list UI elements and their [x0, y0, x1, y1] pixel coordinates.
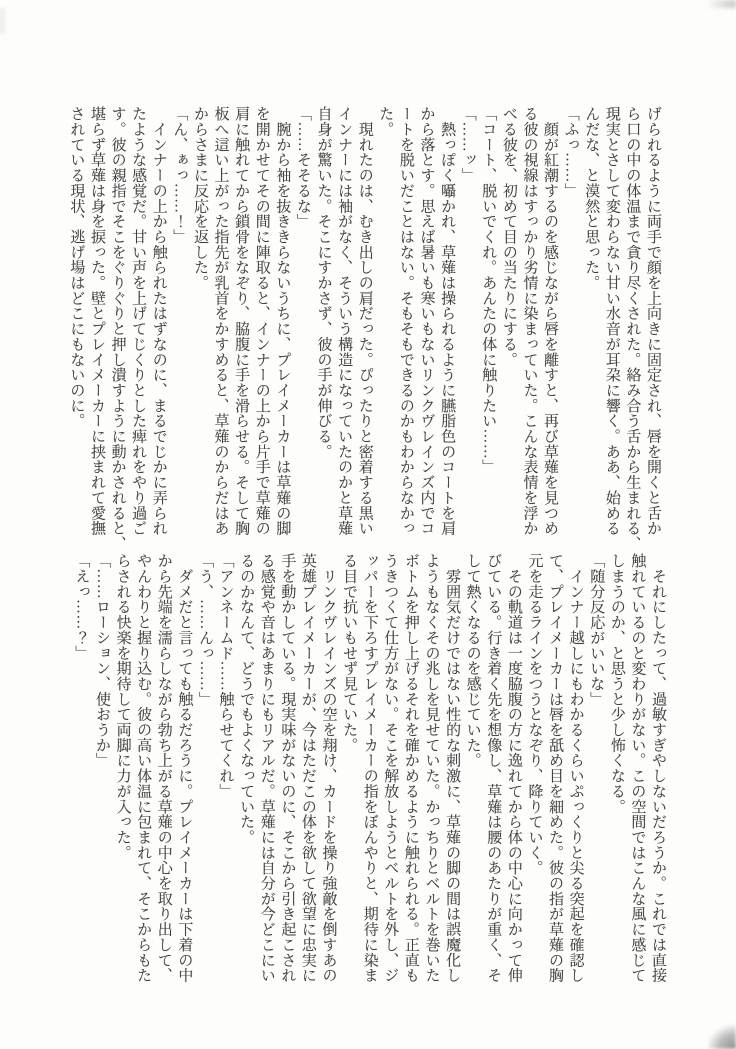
text-column: 熱っぽく囁かれ、草薙は操られるように臙脂色のコートを肩 [439, 106, 456, 536]
text-column: 「アンネームド……触らせてくれ」 [217, 553, 234, 799]
text-column: リンクヴレインズの空を翔け、カードを操り強敵を倒すあの [320, 553, 337, 983]
text-column: 「う、……んっ……」 [196, 553, 213, 707]
text-column: 「コート、脱いでくれ。あんたの体に触りたい……」 [480, 106, 497, 475]
text-column: して熱くなるのを感じていた。 [464, 553, 481, 768]
text-column: た。 [377, 106, 394, 137]
text-column: を開かせてその間に陣取ると、インナーの上から片手で草薙の [253, 106, 270, 536]
scan-smudge-top-right [706, 0, 736, 8]
text-column: 「……そそるな」 [294, 106, 311, 229]
text-column: されている現状、逃げ場はどこにもないのに。 [68, 106, 85, 429]
text-column: げられるように両手で顔を上向きに固定され、唇を開くと舌か [645, 106, 661, 536]
text-column: 雰囲気だけではない性的な刺激に、草薙の脚の間は誤魔化し [444, 553, 461, 983]
text-column: す。彼の親指でそこをぐりぐりと押し潰すように動かされると、 [109, 106, 126, 552]
text-column: らされる快楽を期待して両脚に力が入った。 [114, 553, 131, 860]
text-column: ボトムを押し上げるそれを確かめるように触れられる。正直も [402, 553, 419, 983]
text-column: たような感覚だ。甘い声を上げてじくりとした痺れをやり過ご [130, 106, 147, 536]
text-column: 顔が紅潮するのを感じながら唇を離すと、再び草薙を見つめ [542, 106, 559, 536]
text-column: て、プレイメーカーは唇を舐め目を細めた。彼の指が草薙の胸 [547, 553, 564, 983]
text-column: ようもなくその兆しを見せていた。かっちりとベルトを巻いた [423, 553, 440, 983]
text-column: 元を走るラインをつうとなぞり、降りていく。 [526, 553, 543, 876]
scan-smudge-bottom-right [708, 1025, 736, 1049]
text-column: インナーには袖がなく、そういう構造になっていたのかと草薙 [336, 106, 353, 536]
text-column: びている。行き着く先を想像し、草薙は腰のあたりが重く、そ [485, 553, 502, 983]
text-column: 堪らず草薙は身を捩った。壁とプレイメーカーに挟まれて愛撫 [88, 106, 105, 536]
text-column: しまうのか、と思うと少し怖くなる。 [608, 553, 625, 814]
text-column: る感覚や音はあまりにもリアルだ。草薙には自分が今どこにい [258, 553, 275, 983]
text-column: 現れたのは、むき出しの肩だった。ぴったりと密着する黒い [356, 106, 373, 536]
text-column: 自身が驚いた。そこにすかさず、彼の手が伸びる。 [315, 106, 332, 460]
text-column: からさまに反応を返した。 [191, 106, 208, 291]
text-column: 「ふっ……」 [562, 106, 579, 199]
passage-top [66, 106, 663, 568]
text-column: 板へ這い上がった指先が乳首をかすめると、草薙のからだはあ [212, 106, 229, 536]
text-column: る目で抗いもせず見ていた。 [341, 553, 358, 753]
text-column: 手を動かしている。現実味がないのに、そこから引き起こされ [279, 553, 296, 983]
text-column: ら口の中の体温まで貪り尽くされた。絡み合う舌から生まれる、 [624, 106, 641, 552]
scan-smudge-top-left [0, 8, 7, 34]
text-column: やんわりと握り込む。彼の高い体温に包まれて、そこからもた [135, 553, 152, 983]
text-column: 「えっ……？」 [73, 553, 90, 661]
text-column: 触れているのと変わりがない。この空間ではこんな風に感じて [629, 553, 646, 983]
text-column: インナー越しにもわかるくらいぷっくりと尖る突起を確認し [567, 553, 584, 983]
text-column: んだな、と漠然と思った。 [583, 106, 600, 291]
text-column: その軌道は一度脇腹の方に逸れてから体の中心に向かって伸 [505, 553, 522, 983]
text-column: る彼の視線はすっかり劣情に染まっていた。こんな表情を浮か [521, 106, 538, 536]
passage-bottom [71, 553, 668, 1015]
text-column: るのかなんて、どうでもよくなっていた。 [238, 553, 255, 845]
text-column: 腕から袖を抜ききらないうちに、プレイメーカーは草薙の脚 [274, 106, 291, 536]
text-column: 肩に触れてから鎖骨をなぞり、脇腹に手を滑らせる。そして胸 [233, 106, 250, 536]
text-column: それにしたって、過敏すぎやしないだろうか。これでは直接 [650, 553, 666, 983]
text-column: ッパーを下ろすプレイメーカーの指をぼんやりと、期待に染ま [361, 553, 378, 983]
text-column: から先端を濡らしながら勃ち上がる草薙の中心を取り出して、 [155, 553, 172, 983]
text-column: ートを脱いだことはない。そもそもできるのかもわからなかっ [397, 106, 414, 536]
text-column: 現実とさして変わらない甘い水音が耳朶に響く。ああ、始める [603, 106, 620, 536]
text-column: 「ん、ぁっ……！」 [171, 106, 188, 245]
text-column: から落とす。思えば暑いも寒いもないリンクヴレインズ内でコ [418, 106, 435, 536]
text-column: うきつくて仕方がない。そこを解放しようとベルトを外し、ジ [382, 553, 399, 983]
text-column: 英雄プレイメーカーが、今はただこの体を欲して欲望に忠実に [299, 553, 316, 983]
text-column: インナーの上から触られたはずなのに、まるでじかに弄られ [150, 106, 167, 536]
text-column: ダメだと言っても触るだろうに。プレイメーカーは下着の中 [176, 553, 193, 983]
text-column: べる彼を、初めて目の当たりにする。 [500, 106, 517, 367]
text-column: 「……ローション、使おうか」 [93, 553, 110, 768]
text-column: 「随分反応がいいな」 [588, 553, 605, 707]
text-column: 「……ッ」 [459, 106, 476, 183]
